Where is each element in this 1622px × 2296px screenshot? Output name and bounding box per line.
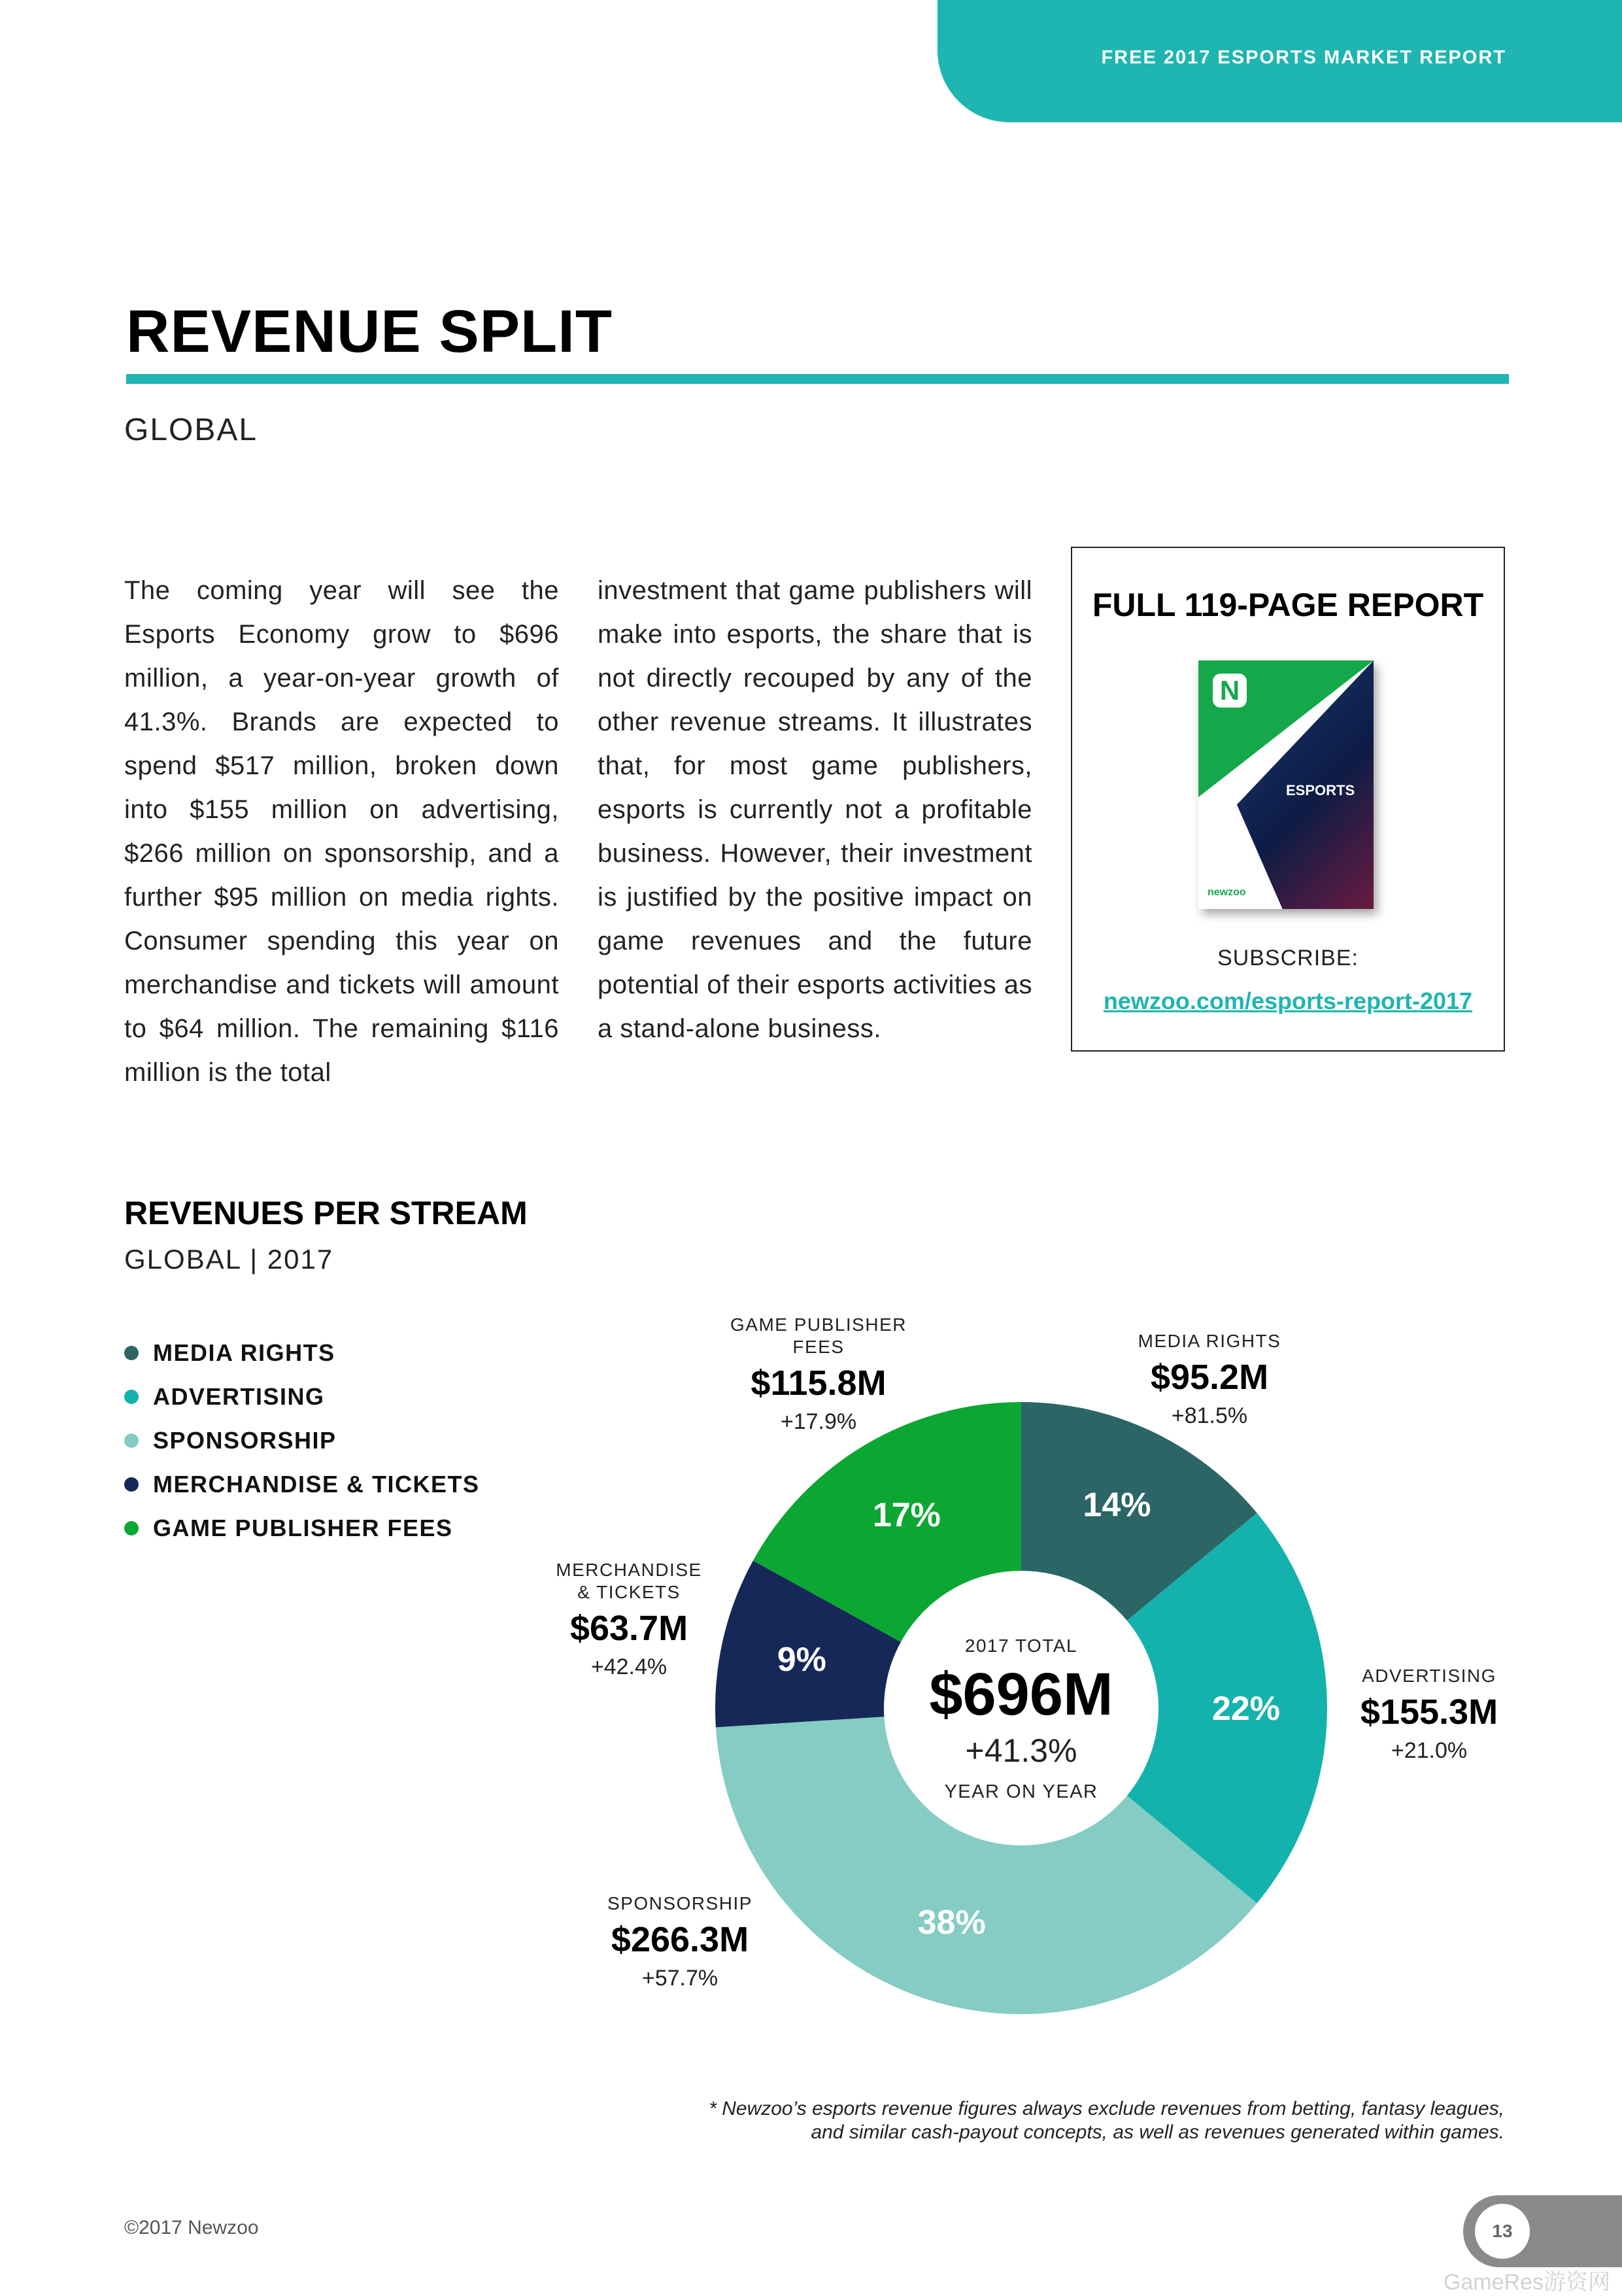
slice-percent-label-media_rights: 14% xyxy=(1083,1486,1151,1524)
callout-value-publisher_fees: $115.8M xyxy=(751,1363,887,1403)
center-growth-label: YEAR ON YEAR xyxy=(944,1781,1098,1802)
slice-percent-label-sponsorship: 38% xyxy=(917,1904,986,1942)
legend-label: GAME PUBLISHER FEES xyxy=(153,1514,453,1541)
center-growth: +41.3% xyxy=(965,1732,1077,1769)
callout-name-publisher_fees: FEES xyxy=(792,1337,845,1357)
callout-name-sponsorship: SPONSORSHIP xyxy=(607,1893,752,1913)
report-label: FREE 2017 ESPORTS MARKET REPORT xyxy=(1101,47,1506,68)
callout-growth-media_rights: +81.5% xyxy=(1171,1403,1248,1428)
page-title: REVENUE SPLIT xyxy=(126,298,613,365)
body-column-2: investment that game publishers will make into esports, the share that is not directly recouped by any of the other revenue streams. It illustrates that, for most game publishers, esports is currently not a profitable business. However, their investment is justified by the positive impact on game revenues and the future potential of their esports activities as a stand-alone business. xyxy=(598,576,1032,1043)
legend-label: ADVERTISING xyxy=(153,1382,325,1410)
callout-value-advertising: $155.3M xyxy=(1360,1692,1498,1732)
callout-growth-publisher_fees: +17.9% xyxy=(780,1409,857,1434)
callout-name-publisher_fees: GAME PUBLISHER xyxy=(730,1314,907,1335)
callout-name-media_rights: MEDIA RIGHTS xyxy=(1138,1331,1281,1351)
newzoo-logo-icon: N xyxy=(1213,674,1247,708)
slice-percent-label-merchandise: 9% xyxy=(777,1640,826,1679)
footnote-line-2: and similar cash-payout concepts, as well as revenues generated within games. xyxy=(811,2121,1504,2143)
page-subtitle: GLOBAL xyxy=(124,413,258,447)
watermark: GameRes游资网 xyxy=(1443,2270,1610,2295)
legend-label: MERCHANDISE & TICKETS xyxy=(153,1470,480,1498)
slice-percent-label-advertising: 22% xyxy=(1211,1690,1281,1728)
slice-percent-label-publisher_fees: 17% xyxy=(872,1496,941,1534)
page-number: 13 xyxy=(1475,2204,1530,2259)
callout-value-media_rights: $95.2M xyxy=(1150,1358,1269,1397)
cover-brand-label: newzoo xyxy=(1208,887,1246,898)
footnote xyxy=(709,2097,1504,2144)
chart-title: REVENUES PER STREAM xyxy=(124,1195,528,1231)
report-promo-title: FULL 119-PAGE REPORT xyxy=(1092,587,1484,623)
callout-name-advertising: ADVERTISING xyxy=(1362,1666,1496,1686)
center-total-value: $696M xyxy=(929,1661,1113,1728)
center-total-label: 2017 TOTAL xyxy=(964,1636,1078,1656)
legend-label: MEDIA RIGHTS xyxy=(153,1339,335,1366)
copyright: ©2017 Newzoo xyxy=(124,2217,259,2238)
subscribe-label: SUBSCRIBE: xyxy=(1217,946,1359,970)
callout-name-merchandise: & TICKETS xyxy=(577,1582,681,1602)
chart-subtitle: GLOBAL | 2017 xyxy=(124,1244,334,1275)
callout-name-merchandise: MERCHANDISE xyxy=(556,1560,702,1580)
report-link[interactable]: newzoo.com/esports-report-2017 xyxy=(1103,987,1473,1014)
callout-growth-advertising: +21.0% xyxy=(1391,1738,1468,1763)
body-column-1: The coming year will see the Esports Economy grow to $696 million, a year-on-year growth of 41.3%. Brands are expected to spend $517 million, broken down into $155 million on advertising, $266 million on sponsorship, and a further $95 million on media rights. Consumer spending this year on merchandise and tickets will amount to $64 million. The remaining $116 million is the total xyxy=(124,576,559,1087)
legend-label: SPONSORSHIP xyxy=(153,1426,337,1454)
callout-value-sponsorship: $266.3M xyxy=(611,1920,749,1959)
callout-growth-merchandise: +42.4% xyxy=(590,1654,667,1679)
callout-value-merchandise: $63.7M xyxy=(569,1609,688,1648)
footnote-line-1: * Newzoo’s esports revenue figures always exclude revenues from betting, fantasy leagues, xyxy=(709,2098,1504,2119)
cover-esports-label: ESPORTS xyxy=(1286,782,1355,798)
callout-growth-sponsorship: +57.7% xyxy=(641,1966,718,1991)
